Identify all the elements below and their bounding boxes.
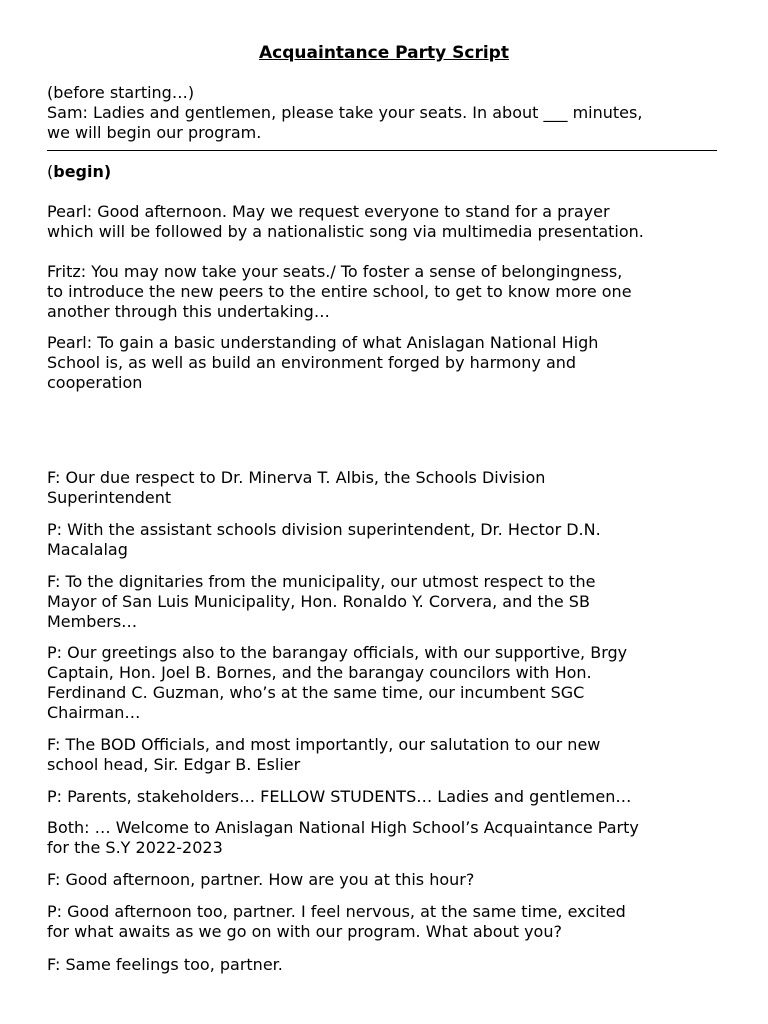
script-line: cooperation [47, 373, 143, 392]
script-line: Pearl: To gain a basic understanding of what Anislagan National High [47, 333, 599, 352]
script-paragraph [47, 643, 737, 723]
script-line: school head, Sir. Edgar B. Eslier [47, 755, 301, 774]
script-line: Fritz: You may now take your seats./ To foster a sense of belongingness, [47, 262, 623, 281]
script-line: Pearl: Good afternoon. May we request everyone to stand for a prayer [47, 202, 610, 221]
document-title: Acquaintance Party Script [259, 43, 509, 63]
section-divider [47, 150, 717, 151]
script-line: Chairman… [47, 703, 141, 722]
script-paragraph [47, 870, 737, 890]
script-line: P: Good afternoon too, partner. I feel nervous, at the same time, excited [47, 902, 626, 921]
script-line: Both: … Welcome to Anislagan National High School’s Acquaintance Party [47, 818, 639, 837]
script-line: to introduce the new peers to the entire school, to get to know more one [47, 282, 632, 301]
script-line: F: The BOD Officials, and most importantly, our salutation to our new [47, 735, 601, 754]
script-line: Members… [47, 612, 138, 631]
script-line: Superintendent [47, 488, 172, 507]
script-paragraph [47, 902, 737, 942]
sam-announcement [47, 103, 737, 143]
script-line: Macalalag [47, 540, 128, 559]
script-paragraph [47, 520, 737, 560]
script-paragraph [47, 262, 737, 322]
script-paragraph [47, 468, 737, 508]
script-line: for the S.Y 2022-2023 [47, 838, 223, 857]
script-line: F: To the dignitaries from the municipality, our utmost respect to the [47, 572, 596, 591]
script-line: School is, as well as build an environment forged by harmony and [47, 353, 577, 372]
script-line: another through this undertaking… [47, 302, 330, 321]
script-line: which will be followed by a nationalistic song via multimedia presentation. [47, 222, 644, 241]
sam-line-1: Sam: Ladies and gentlemen, please take your seats. In about ___ minutes, [47, 103, 643, 122]
script-line: Ferdinand C. Guzman, who’s at the same time, our incumbent SGC [47, 683, 585, 702]
script-paragraph [47, 202, 737, 242]
script-paragraph [47, 787, 737, 807]
begin-marker [47, 162, 737, 182]
begin-open-paren: ( [47, 162, 54, 181]
script-line: P: Our greetings also to the barangay officials, with our supportive, Brgy [47, 643, 628, 662]
script-line: for what awaits as we go on with our program. What about you? [47, 922, 562, 941]
script-paragraph [47, 735, 737, 775]
script-paragraph [47, 333, 737, 393]
begin-word: begin) [53, 162, 112, 181]
script-line: Mayor of San Luis Municipality, Hon. Ronaldo Y. Corvera, and the SB [47, 592, 590, 611]
before-starting-text: (before starting…) [47, 83, 195, 102]
script-line: F: Good afternoon, partner. How are you at this hour? [47, 870, 475, 889]
script-line: P: Parents, stakeholders… FELLOW STUDENTS… Ladies and gentlemen… [47, 787, 632, 806]
script-line: F: Same feelings too, partner. [47, 955, 283, 974]
script-line: Captain, Hon. Joel B. Bornes, and the barangay councilors with Hon. [47, 663, 592, 682]
script-paragraph [47, 955, 737, 975]
script-line: P: With the assistant schools division superintendent, Dr. Hector D.N. [47, 520, 601, 539]
script-paragraph [47, 818, 737, 858]
script-paragraph [47, 572, 737, 632]
sam-line-2: we will begin our program. [47, 123, 262, 142]
script-line: F: Our due respect to Dr. Minerva T. Albis, the Schools Division [47, 468, 546, 487]
before-starting-note [47, 83, 737, 103]
